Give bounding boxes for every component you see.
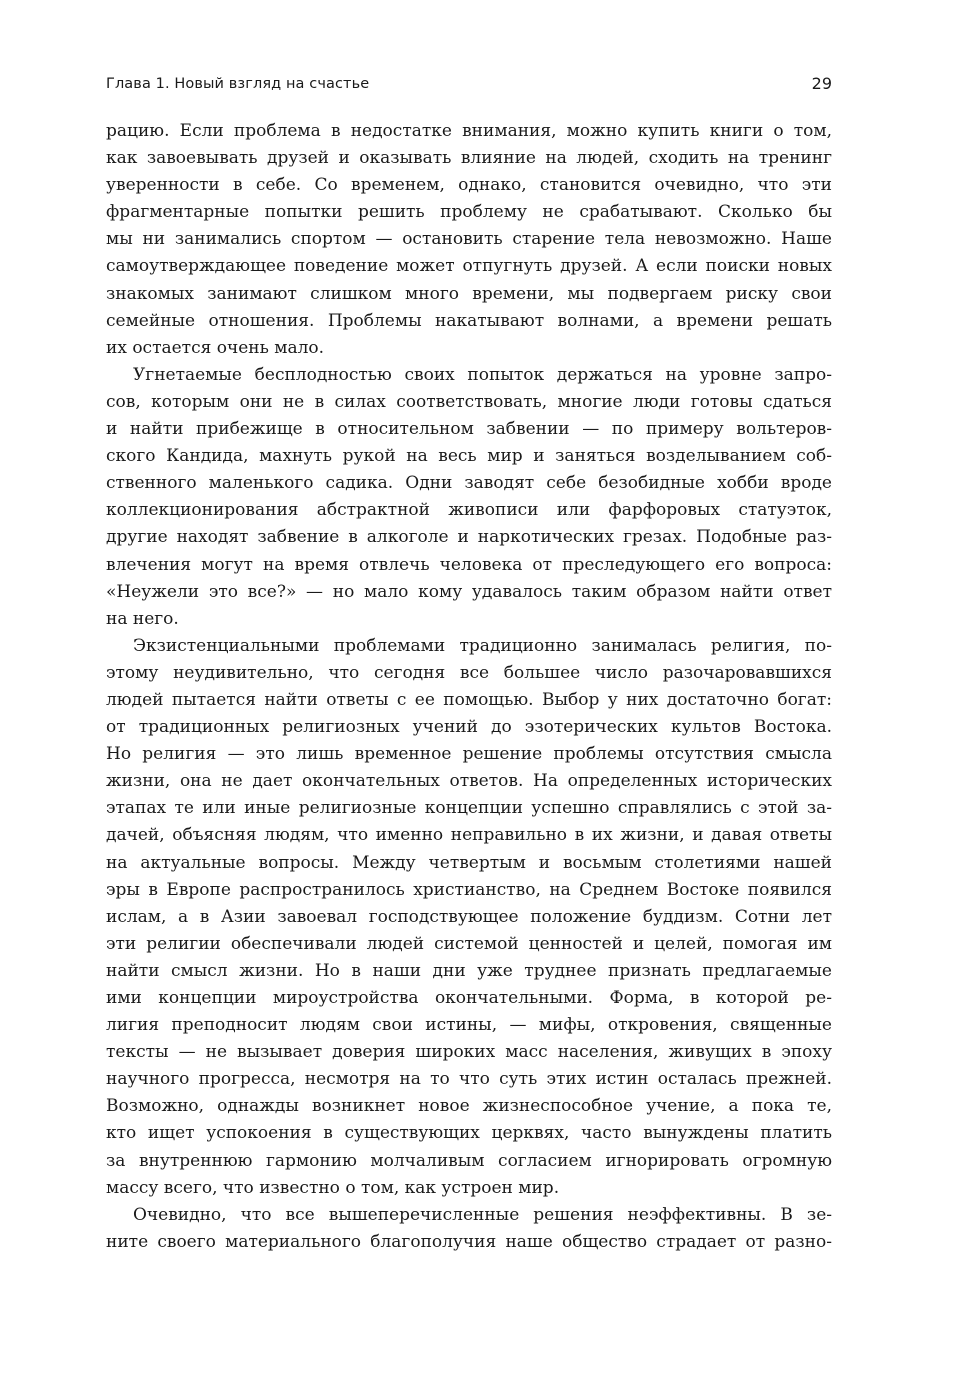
paragraph — [106, 118, 832, 362]
text-line: Но религия — это лишь временное решение проблемы отсутствия смысла — [106, 744, 832, 765]
text-line: этому неудивительно, что сегодня все большее число разочаровавшихся — [106, 662, 832, 683]
paragraph — [106, 1202, 832, 1256]
text-line: самоутверждающее поведение может отпугнуть друзей. А если поиски новых — [106, 256, 832, 277]
chapter-title: Глава 1. Новый взгляд на счастье — [106, 76, 370, 92]
text-line: как завоевывать друзей и оказывать влияние на людей, сходить на тренинг — [106, 148, 832, 169]
text-line: тексты — не вызывает доверия широких масс населения, живущих в эпоху — [106, 1042, 832, 1063]
text-line: их остается очень мало. — [106, 337, 325, 358]
running-header — [106, 74, 832, 98]
text-line: сов, которым они не в силах соответствовать, многие люди готовы сдаться — [106, 391, 832, 412]
text-line: кто ищет успокоения в существующих церквях, часто вынуждены платить — [106, 1123, 832, 1144]
text-line: от традиционных религиозных учений до эзотерических культов Востока. — [106, 717, 832, 738]
text-line: влечения могут на время отвлечь человека от преследующего его вопроса: — [106, 554, 832, 575]
text-line: эры в Европе распространилось христианство, на Среднем Востоке появился — [106, 879, 832, 900]
text-line: и найти прибежище в относительном забвении — по примеру вольтеров- — [106, 419, 832, 440]
text-line: научного прогресса, несмотря на то что суть этих истин осталась прежней. — [106, 1069, 832, 1090]
text-line: эти религии обеспечивали людей системой ценностей и целей, помогая им — [106, 933, 832, 954]
text-line: мы ни занимались спортом — остановить старение тела невозможно. Наше — [106, 229, 832, 250]
text-line: Экзистенциальными проблемами традиционно занималась религия, по- — [133, 635, 832, 656]
text-line: массу всего, что известно о том, как устроен мир. — [106, 1177, 560, 1198]
text-line: найти смысл жизни. Но в наши дни уже труднее признать предлагаемые — [106, 960, 832, 981]
text-line: дачей, объясняя людям, что именно неправильно в их жизни, и давая ответы — [106, 825, 832, 846]
text-line: за внутреннюю гармонию молчаливым согласием игнорировать огромную — [106, 1150, 832, 1171]
text-line: Возможно, однажды возникнет новое жизнеспособное учение, а пока те, — [106, 1096, 832, 1117]
text-line: ните своего материального благополучия наше общество страдает от разно- — [106, 1231, 832, 1252]
text-line: рацию. Если проблема в недостатке внимания, можно купить книги о том, — [106, 121, 832, 141]
text-line: другие находят забвение в алкоголе и наркотических грезах. Подобные раз- — [106, 527, 832, 548]
text-line: Угнетаемые бесплодностью своих попыток держаться на уровне запро- — [133, 364, 832, 385]
text-line: знакомых занимают слишком много времени, мы подвергаем риску свои — [106, 283, 832, 304]
text-line: фрагментарные попытки решить проблему не срабатывают. Сколько бы — [106, 202, 832, 223]
paragraph — [106, 362, 832, 633]
text-line: ими концепции мироустройства окончательными. Форма, в которой ре- — [106, 988, 832, 1008]
text-line: «Неужели это все?» — но мало кому удавалось таким образом найти ответ — [106, 581, 832, 602]
text-line: на него. — [106, 608, 179, 629]
text-line: ского Кандида, махнуть рукой на весь мир и заняться возделыванием соб- — [106, 446, 832, 467]
text-line: ислам, а в Азии завоевал господствующее положение буддизм. Сотни лет — [106, 906, 832, 927]
text-line: Очевидно, что все вышеперечисленные решения неэффективны. В зе- — [133, 1204, 832, 1225]
text-line: ственного маленького садика. Одни заводят себе безобидные хобби вроде — [106, 473, 832, 494]
text-line: семейные отношения. Проблемы накатывают волнами, а времени решать — [106, 310, 832, 331]
text-line: жизни, она не дает окончательных ответов. На определенных исторических — [106, 771, 832, 792]
page-number: 29 — [811, 74, 832, 93]
text-line: лигия преподносит людям свои истины, — мифы, откровения, священные — [106, 1015, 832, 1036]
paragraph — [106, 633, 832, 1202]
body-text — [106, 118, 832, 1256]
text-line: коллекционирования абстрактной живописи или фарфоровых статуэток, — [106, 500, 832, 521]
text-line: этапах те или иные религиозные концепции успешно справлялись с этой за- — [106, 798, 832, 819]
text-line: на актуальные вопросы. Между четвертым и восьмым столетиями нашей — [106, 852, 832, 873]
text-line: людей пытается найти ответы с ее помощью. Выбор у них достаточно богат: — [106, 689, 832, 710]
text-line: уверенности в себе. Со временем, однако, становится очевидно, что эти — [106, 175, 832, 196]
